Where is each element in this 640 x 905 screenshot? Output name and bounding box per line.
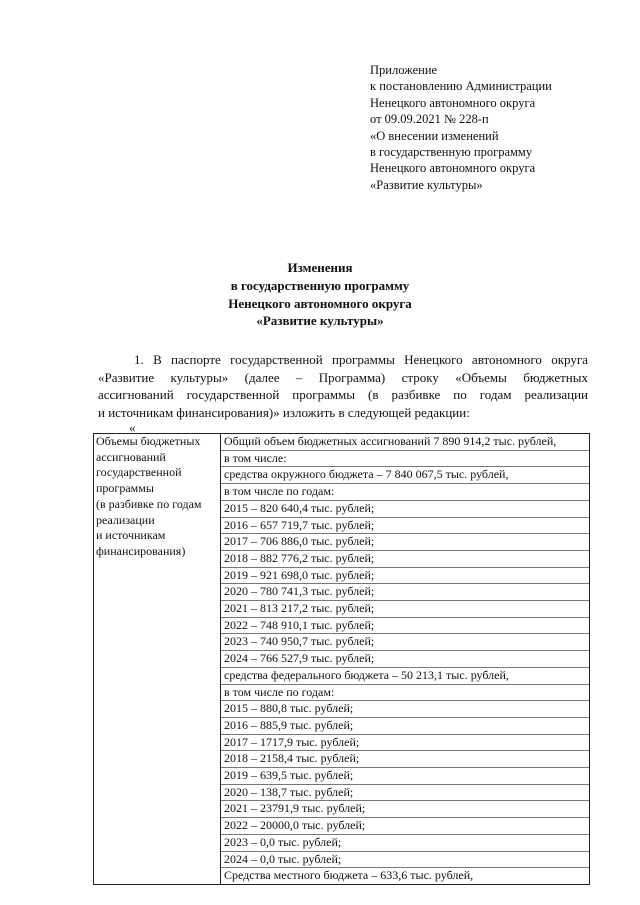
value-line: 2020 – 138,7 тыс. рублей; — [221, 785, 589, 802]
body-paragraph — [98, 351, 588, 422]
value-line: 2020 – 780 741,3 тыс. рублей; — [221, 584, 589, 601]
value-line: 2024 – 0,0 тыс. рублей; — [221, 852, 589, 869]
value-line: Общий объем бюджетных ассигнований 7 890 914,2 тыс. рублей, — [221, 434, 589, 451]
table-value-cell — [221, 434, 590, 885]
table-row — [94, 434, 590, 885]
appendix-block — [370, 62, 552, 193]
paragraph-line — [98, 351, 588, 369]
value-line: 2018 – 882 776,2 тыс. рублей; — [221, 551, 589, 568]
value-line: в том числе: — [221, 451, 589, 468]
appendix-line: «О внесении изменений — [370, 128, 499, 143]
paragraph-line: «Развитие культуры» (далее – Программа) строку «Объемы бюджетных — [98, 369, 588, 385]
value-line: 2022 – 20000,0 тыс. рублей; — [221, 818, 589, 835]
paragraph-line-text: 1. В паспорте государственной программы Ненецкого автономного округа — [134, 352, 588, 367]
title-line: Ненецкого автономного округа — [228, 295, 412, 311]
value-line: 2023 – 0,0 тыс. рублей; — [221, 835, 589, 852]
value-line: 2021 – 23791,9 тыс. рублей; — [221, 801, 589, 818]
value-line: 2017 – 1717,9 тыс. рублей; — [221, 735, 589, 752]
paragraph-line: и источникам финансирования)» изложить в следующей редакции: — [98, 405, 470, 421]
label-line: Объемы бюджетных — [96, 434, 201, 448]
value-line: 2018 – 2158,4 тыс. рублей; — [221, 751, 589, 768]
appendix-line: к постановлению Администрации — [370, 79, 552, 94]
title-line: в государственную программу — [230, 277, 410, 293]
value-line: 2015 – 820 640,4 тыс. рублей; — [221, 501, 589, 518]
appendix-line: Ненецкого автономного округа — [370, 95, 536, 110]
title-line: «Развитие культуры» — [256, 313, 384, 329]
appendix-line: от 09.09.2021 № 228-п — [370, 112, 489, 127]
value-line: 2024 – 766 527,9 тыс. рублей; — [221, 651, 589, 668]
appendix-line: Ненецкого автономного округа — [370, 161, 536, 176]
value-line: Средства местного бюджета – 633,6 тыс. рублей, — [224, 868, 474, 883]
label-line: финансирования) — [96, 543, 186, 558]
label-line: (в разбивке по годам — [96, 496, 202, 511]
title-line: Изменения — [287, 260, 353, 275]
table-label-cell — [94, 434, 221, 885]
value-line: 2019 – 639,5 тыс. рублей; — [221, 768, 589, 785]
label-line: реализации — [96, 512, 155, 527]
value-line: средства федерального бюджета – 50 213,1 тыс. рублей, — [221, 668, 589, 685]
value-line: 2021 – 813 217,2 тыс. рублей; — [221, 601, 589, 618]
value-line: 2017 – 706 886,0 тыс. рублей; — [221, 534, 589, 551]
value-line: 2022 – 748 910,1 тыс. рублей; — [221, 618, 589, 635]
appendix-line: Приложение — [370, 63, 438, 77]
appendix-line: в государственную программу — [370, 145, 533, 160]
passport-table — [93, 433, 590, 885]
document-title — [0, 259, 640, 330]
value-line: 2015 – 880,8 тыс. рублей; — [221, 701, 589, 718]
value-line: средства окружного бюджета – 7 840 067,5 тыс. рублей, — [221, 467, 589, 484]
value-line: 2016 – 885,9 тыс. рублей; — [221, 718, 589, 735]
paragraph-line: ассигнований государственной программы (в разбивке по годам реализации — [98, 387, 588, 403]
value-line: 2016 – 657 719,7 тыс. рублей; — [221, 518, 589, 535]
label-line: и источникам — [96, 528, 166, 543]
label-line: ассигнований — [96, 449, 166, 464]
value-line: в том числе по годам: — [221, 484, 589, 501]
label-line: программы — [96, 481, 154, 496]
value-line: 2019 – 921 698,0 тыс. рублей; — [221, 568, 589, 585]
opening-quote-mark: « — [129, 420, 136, 435]
value-line: в том числе по годам: — [221, 685, 589, 702]
label-line: государственной — [96, 465, 182, 480]
value-line: 2023 – 740 950,7 тыс. рублей; — [221, 634, 589, 651]
appendix-line: «Развитие культуры» — [370, 177, 483, 192]
